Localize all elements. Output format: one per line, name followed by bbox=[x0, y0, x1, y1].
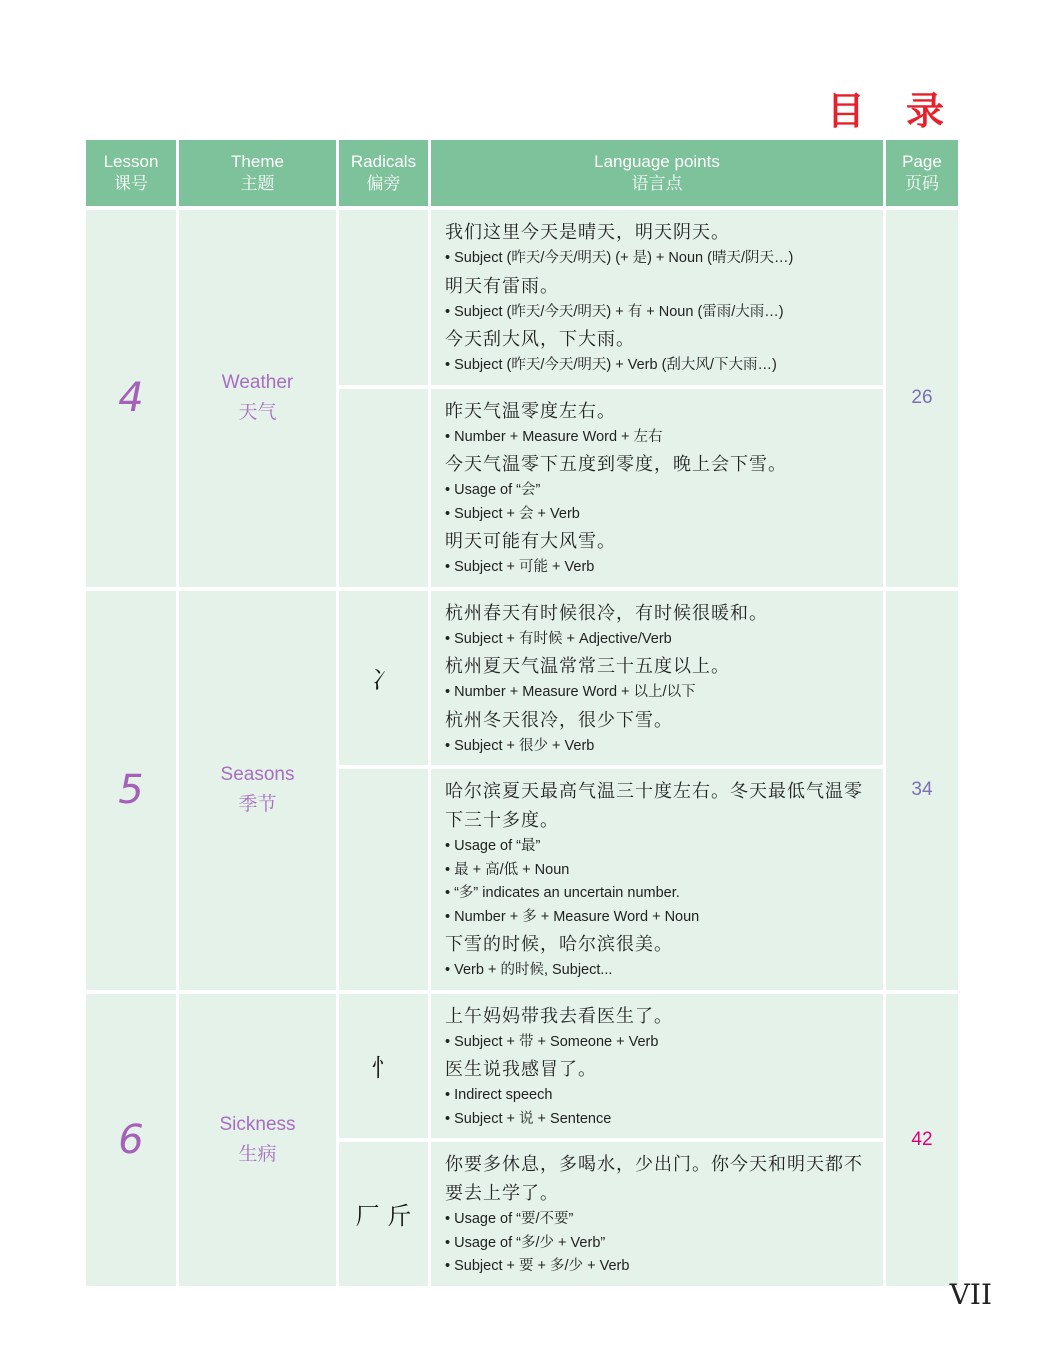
header-label-en: Lesson bbox=[103, 152, 159, 171]
language-points-cell bbox=[431, 389, 886, 591]
example-sentence: 下雪的时候，哈尔滨很美。 bbox=[445, 934, 673, 955]
radical-cell bbox=[339, 389, 431, 591]
grammar-point: • Subject (昨天/今天/明天) + Verb (刮大风/下大雨…) bbox=[445, 357, 777, 373]
lesson-column-header bbox=[86, 140, 179, 210]
example-sentence: 我们这里今天是晴天，明天阴天。 bbox=[445, 222, 730, 243]
lesson-cell bbox=[86, 994, 179, 1290]
radicals-column-header bbox=[339, 140, 431, 210]
page-number: 26 bbox=[911, 387, 933, 409]
example-sentence: 今天气温零下五度到零度，晚上会下雪。 bbox=[445, 454, 787, 475]
grammar-point: • Usage of “多/少 + Verb” bbox=[445, 1234, 606, 1251]
grammar-point: • Subject + 会 + Verb bbox=[445, 505, 580, 522]
grammar-point: • Subject + 说 + Sentence bbox=[445, 1110, 612, 1127]
contents-table bbox=[86, 140, 958, 1290]
lesson-cell bbox=[86, 591, 179, 994]
grammar-point: • Usage of “要/不要” bbox=[445, 1211, 574, 1227]
header-label-zh: 主题 bbox=[240, 174, 275, 194]
grammar-point: • Subject + 要 + 多/少 + Verb bbox=[445, 1258, 630, 1274]
example-sentence: 今天刮大风，下大雨。 bbox=[445, 329, 635, 350]
example-sentence: 明天有雷雨。 bbox=[445, 275, 559, 297]
language-points-cell bbox=[431, 210, 886, 389]
page-number: 34 bbox=[911, 779, 933, 800]
language-points-cell bbox=[431, 591, 886, 770]
radical-cell bbox=[339, 1142, 431, 1290]
language-points-cell bbox=[431, 1142, 886, 1290]
page-number: 42 bbox=[911, 1128, 933, 1150]
lesson-number: 6 bbox=[118, 1116, 144, 1163]
theme-label-en: Sickness bbox=[219, 1113, 296, 1135]
page-title: 目 录 bbox=[826, 89, 958, 133]
grammar-point: • Subject + 有时候 + Adjective/Verb bbox=[445, 630, 672, 647]
theme-cell bbox=[179, 591, 339, 994]
theme-label-en: Weather bbox=[221, 372, 294, 394]
header-label-zh: 偏旁 bbox=[366, 174, 401, 194]
radical-cell bbox=[339, 994, 431, 1143]
example-sentence: 杭州春天有时候很冷，有时候很暖和。 bbox=[445, 602, 768, 624]
page-column-header bbox=[886, 140, 958, 210]
grammar-point: • “多” indicates an uncertain number. bbox=[445, 885, 680, 901]
language-points-cell bbox=[431, 769, 886, 994]
theme-column-header bbox=[179, 140, 339, 210]
radical-glyph: 冫 bbox=[371, 666, 396, 695]
grammar-point: • 最 + 高/低 + Noun bbox=[445, 861, 570, 878]
radical-cell bbox=[339, 210, 431, 389]
example-sentence: 杭州夏天气温常常三十五度以上。 bbox=[445, 656, 730, 677]
language-points-cell bbox=[431, 994, 886, 1143]
radical-glyph: 忄 bbox=[371, 1054, 396, 1083]
lesson-number: 5 bbox=[118, 767, 144, 813]
header-row bbox=[86, 140, 958, 210]
language-points-column-header bbox=[431, 140, 886, 210]
grammar-point: • Subject (昨天/今天/明天) (+ 是) + Noun (晴天/阴天…) bbox=[445, 250, 794, 266]
grammar-point: • Subject + 可能 + Verb bbox=[445, 559, 595, 575]
grammar-point: • Verb + 的时候, Subject... bbox=[445, 962, 613, 978]
grammar-point: • Indirect speech bbox=[445, 1087, 553, 1103]
header-label-zh: 课号 bbox=[114, 174, 148, 194]
lesson-cell bbox=[86, 210, 179, 591]
example-sentence: 昨天气温零度左右。 bbox=[445, 400, 616, 422]
grammar-point: • Number + Measure Word + 以上/以下 bbox=[445, 684, 696, 700]
grammar-point: • Subject (昨天/今天/明天) + 有 + Noun (雷雨/大雨…) bbox=[445, 303, 784, 320]
example-sentence: 杭州冬天很冷，很少下雪。 bbox=[445, 709, 673, 731]
example-sentence: 你要多休息，多喝水，少出门。你今天和明天都不要去上学了。 bbox=[445, 1154, 863, 1204]
grammar-point: • Number + 多 + Measure Word + Noun bbox=[445, 908, 700, 925]
example-sentence: 明天可能有大风雪。 bbox=[445, 531, 616, 552]
table-row bbox=[86, 994, 958, 1143]
grammar-point: • Subject + 很少 + Verb bbox=[445, 737, 595, 754]
page-folio: VII bbox=[949, 1278, 992, 1311]
radical-glyph: 厂 斤 bbox=[355, 1202, 412, 1231]
header-label-en: Page bbox=[902, 152, 942, 171]
header-label-en: Radicals bbox=[350, 152, 417, 171]
example-sentence: 上午妈妈带我去看医生了。 bbox=[445, 1005, 673, 1027]
theme-cell bbox=[179, 994, 339, 1290]
table-row bbox=[86, 210, 958, 389]
theme-label-zh: 生病 bbox=[238, 1142, 277, 1165]
header-label-en: Theme bbox=[231, 152, 284, 171]
grammar-point: • Number + Measure Word + 左右 bbox=[445, 428, 663, 445]
contents-body bbox=[86, 210, 958, 1290]
grammar-point: • Usage of “会” bbox=[445, 482, 541, 498]
table-row bbox=[86, 591, 958, 770]
page-cell bbox=[886, 591, 958, 994]
example-sentence: 医生说我感冒了。 bbox=[445, 1059, 597, 1080]
page-cell bbox=[886, 210, 958, 591]
header-label-zh: 页码 bbox=[905, 174, 939, 194]
grammar-point: • Usage of “最” bbox=[445, 838, 541, 854]
example-sentence: 哈尔滨夏天最高气温三十度左右。冬天最低气温零下三十多度。 bbox=[445, 781, 863, 831]
radical-cell bbox=[339, 769, 431, 994]
grammar-point: • Subject + 带 + Someone + Verb bbox=[445, 1033, 659, 1050]
radical-cell bbox=[339, 591, 431, 770]
lesson-number: 4 bbox=[118, 375, 144, 422]
page-cell bbox=[886, 994, 958, 1290]
theme-label-zh: 季节 bbox=[238, 793, 277, 815]
header-label-zh: 语言点 bbox=[631, 174, 683, 194]
theme-label-en: Seasons bbox=[220, 764, 295, 785]
header-label-en: Language points bbox=[594, 152, 720, 171]
theme-label-zh: 天气 bbox=[238, 401, 277, 424]
theme-cell bbox=[179, 210, 339, 591]
